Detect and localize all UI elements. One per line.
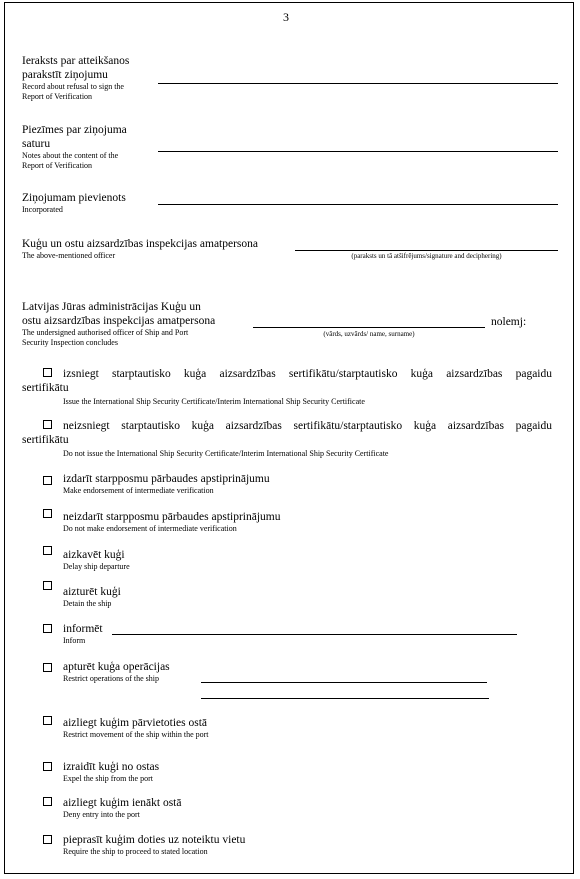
officer-label-en: The above-mentioned officer — [22, 251, 116, 260]
option-expel-checkbox[interactable] — [43, 762, 52, 771]
option-detain-label: aizturēt kuģi — [63, 586, 121, 598]
option-issue-certificate-label-2: sertifikātu — [22, 382, 69, 394]
decides-label: nolemj: — [491, 316, 527, 328]
refusal-label-en-2: Report of Verification — [22, 92, 93, 101]
refusal-label-en: Record about refusal to sign the — [22, 82, 124, 91]
option-proceed-location-checkbox[interactable] — [43, 835, 52, 844]
option-restrict-movement-label: aizliegt kuģim pārvietoties ostā — [63, 717, 208, 729]
option-make-endorsement-checkbox[interactable] — [43, 476, 52, 485]
undersigned-field — [22, 300, 252, 348]
option-make-endorsement-label: izdarīt starpposmu pārbaudes apstiprinājumu — [63, 473, 270, 485]
option-no-endorsement-label: neizdarīt starpposmu pārbaudes apstiprinājumu — [63, 511, 281, 523]
notes-label-lv-2: saturu — [22, 138, 51, 150]
notes-label-lv: Piezīmes par ziņojuma — [22, 124, 127, 136]
option-make-endorsement — [63, 472, 270, 496]
option-issue-certificate-label-en: Issue the International Ship Security Certificate/Interim International Ship Security Certificate — [63, 397, 365, 406]
option-not-issue-certificate-label-2: sertifikātu — [22, 434, 69, 446]
undersigned-label-lv-2: ostu aizsardzības inspekcijas amatpersona — [22, 315, 216, 327]
option-no-endorsement — [63, 510, 280, 534]
undersigned-label-en: The undersigned authorised officer of Ship and Port — [22, 328, 189, 337]
restrict-operations-line-1[interactable] — [201, 682, 487, 683]
refusal-label-lv-2: parakstīt ziņojumu — [22, 69, 108, 81]
option-restrict-operations-label-en: Restrict operations of the ship — [63, 674, 159, 683]
option-not-issue-certificate-label-en: Do not issue the International Ship Security Certificate/Interim International Ship Security Certificate — [63, 449, 389, 458]
restrict-operations-line-2[interactable] — [201, 698, 489, 699]
option-deny-entry-label: aizliegt kuģim ienākt ostā — [63, 797, 182, 809]
option-restrict-movement-label-en: Restrict movement of the ship within the port — [63, 730, 209, 739]
option-inform-checkbox[interactable] — [43, 624, 52, 633]
officer-signature-caption: (paraksts un tā atšifrējums/signature and deciphering) — [351, 252, 502, 260]
attached-input-line[interactable] — [158, 204, 558, 205]
attached-label-en: Incorporated — [22, 205, 63, 214]
officer-signature-line[interactable] — [295, 250, 558, 251]
option-expel — [63, 760, 159, 784]
undersigned-name-line[interactable] — [253, 327, 485, 328]
option-proceed-location — [63, 833, 245, 857]
option-not-issue-certificate-checkbox[interactable] — [43, 420, 52, 429]
refusal-input-line[interactable] — [158, 83, 558, 84]
option-inform — [63, 622, 103, 646]
option-detain-checkbox[interactable] — [43, 581, 52, 590]
option-proceed-location-label-en: Require the ship to proceed to stated location — [63, 847, 208, 856]
option-detain-label-en: Detain the ship — [63, 599, 112, 608]
option-restrict-operations — [63, 660, 170, 684]
option-deny-entry — [63, 796, 181, 820]
option-issue-certificate-checkbox[interactable] — [43, 368, 52, 377]
option-delay — [63, 548, 130, 572]
officer-field — [22, 237, 302, 261]
refusal-label-lv: Ieraksts par atteikšanos — [22, 55, 130, 67]
notes-label-en: Notes about the content of the — [22, 151, 119, 160]
notes-input-line[interactable] — [158, 151, 558, 152]
option-no-endorsement-label-en: Do not make endorsement of intermediate verification — [63, 524, 237, 533]
option-deny-entry-label-en: Deny entry into the port — [63, 810, 140, 819]
inform-input-line[interactable] — [112, 634, 517, 635]
undersigned-label-en-2: Security Inspection concludes — [22, 338, 118, 347]
undersigned-name-caption: (vārds, uzvārds/ name, surname) — [323, 330, 415, 338]
notes-label-en-2: Report of Verification — [22, 161, 93, 170]
option-issue-certificate-label: izsniegt starptautisko kuģa aizsardzības sertifikātu/starptautisko kuģa aizsardzības pagaidu — [63, 368, 552, 380]
undersigned-label-lv: Latvijas Jūras administrācijas Kuģu un — [22, 301, 201, 313]
refusal-field — [22, 54, 152, 102]
option-no-endorsement-checkbox[interactable] — [43, 509, 52, 518]
option-delay-checkbox[interactable] — [43, 546, 52, 555]
option-make-endorsement-label-en: Make endorsement of intermediate verification — [63, 486, 214, 495]
option-inform-label-en: Inform — [63, 636, 86, 645]
notes-field — [22, 123, 152, 171]
option-proceed-location-label: pieprasīt kuģim doties uz noteiktu vietu — [63, 834, 246, 846]
option-expel-label: izraidīt kuģi no ostas — [63, 761, 160, 773]
option-delay-label-en: Delay ship departure — [63, 562, 130, 571]
option-delay-label: aizkavēt kuģi — [63, 549, 125, 561]
option-deny-entry-checkbox[interactable] — [43, 797, 52, 806]
option-restrict-movement-checkbox[interactable] — [43, 716, 52, 725]
option-inform-label: informēt — [63, 623, 103, 635]
option-not-issue-certificate-label: neizsniegt starptautisko kuģa aizsardzības sertifikātu/starptautisko kuģa aizsardzības pagaidu — [63, 420, 552, 432]
page-number: 3 — [283, 10, 289, 24]
attached-label-lv: Ziņojumam pievienots — [22, 192, 126, 204]
option-detain — [63, 585, 121, 609]
option-restrict-operations-label: apturēt kuģa operācijas — [63, 661, 170, 673]
officer-label-lv: Kuģu un ostu aizsardzības inspekcijas amatpersona — [22, 238, 259, 250]
option-expel-label-en: Expel the ship from the port — [63, 774, 153, 783]
option-restrict-operations-checkbox[interactable] — [43, 663, 52, 672]
attached-field — [22, 191, 162, 215]
option-restrict-movement — [63, 716, 209, 740]
